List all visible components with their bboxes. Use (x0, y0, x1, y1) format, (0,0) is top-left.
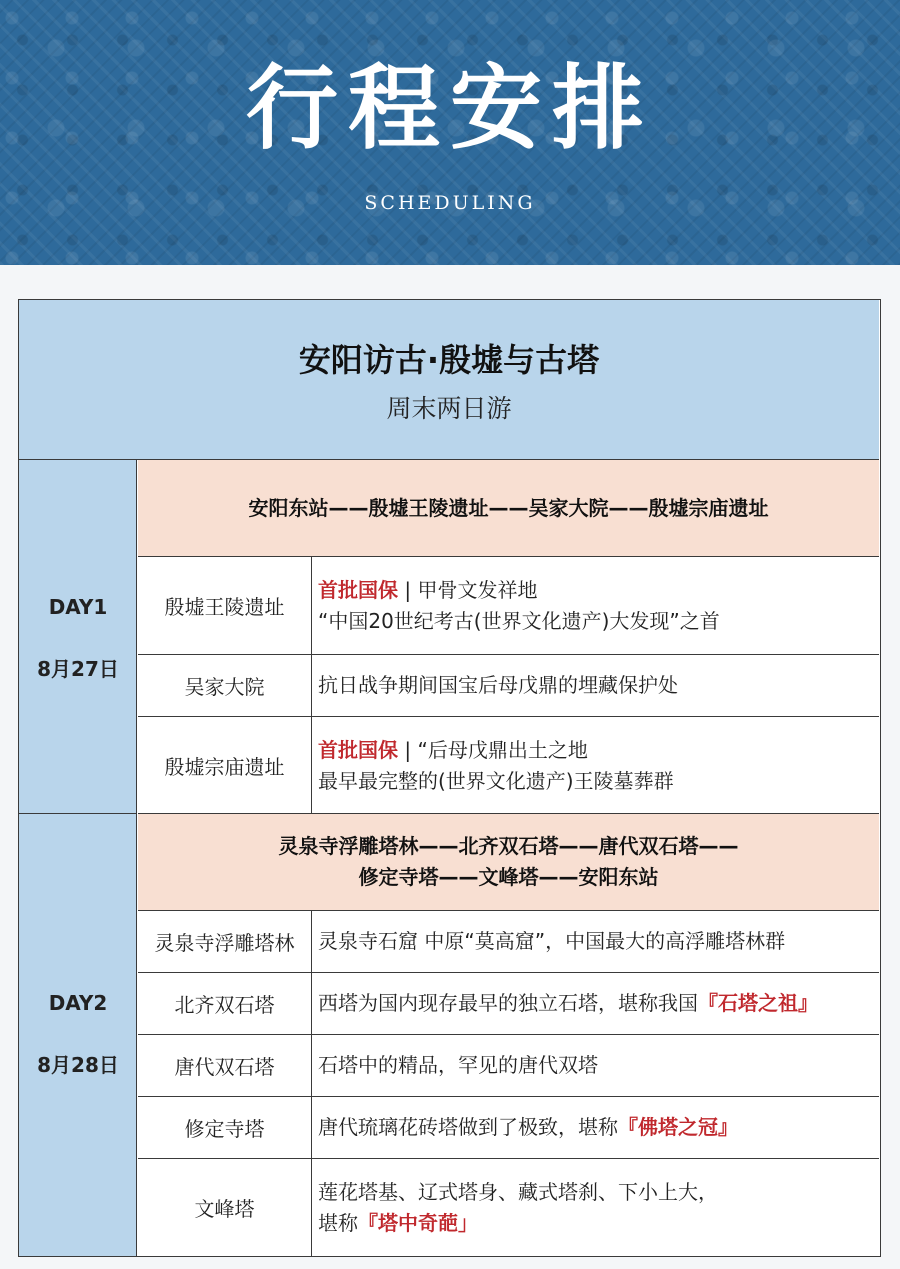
highlight-title: 『佛塔之冠』 (618, 1115, 738, 1139)
table-row (138, 1097, 879, 1159)
day2-route (138, 814, 879, 911)
header-banner (0, 0, 900, 265)
day1-route (138, 460, 879, 557)
desc-line: 抗日战争期间国宝后母戊鼎的埋藏保护处 (318, 673, 678, 697)
desc-line: 莲花塔基、辽式塔身、藏式塔刹、下小上大， (318, 1179, 718, 1204)
place-desc (318, 717, 873, 814)
desc-line: 最早最完整的(世界文化遗产)王陵墓葬群 (318, 768, 674, 793)
desc-line: 石塔中的精品，罕见的唐代双塔 (318, 1053, 598, 1077)
place-name: 殷墟宗庙遗址 (138, 717, 312, 814)
place-name: 殷墟王陵遗址 (138, 557, 312, 654)
day2-route-line: 修定寺塔——文峰塔——安阳东站 (358, 865, 659, 889)
place-name: 唐代双石塔 (138, 1035, 312, 1096)
table-row (138, 1035, 879, 1097)
banner-title: 行程安排 (245, 54, 654, 162)
trip-title: 安阳访古·殷墟与古塔 (298, 341, 600, 379)
desc-line: 灵泉寺石窟 中原“莫高窟”，中国最大的高浮雕塔林群 (318, 929, 786, 953)
highlight-title: 『石塔之祖』 (698, 991, 818, 1015)
table-row (138, 1159, 879, 1256)
heritage-tag: 首批国保 (318, 577, 398, 602)
table-row (138, 717, 879, 814)
table-row (138, 655, 879, 717)
place-name: 灵泉寺浮雕塔林 (138, 911, 312, 972)
table-row (138, 557, 879, 655)
place-desc (318, 911, 873, 972)
place-name: 吴家大院 (138, 655, 312, 716)
place-name: 北齐双石塔 (138, 973, 312, 1034)
day2-route-line: 灵泉寺浮雕塔林——北齐双石塔——唐代双石塔—— (278, 834, 739, 858)
day2-label: DAY2 (48, 991, 108, 1015)
day1-date: 8月27日 (37, 657, 119, 681)
day1-column (19, 460, 137, 814)
day2-column (19, 814, 137, 1256)
day1-label: DAY1 (48, 595, 108, 619)
table-row (138, 973, 879, 1035)
place-desc (318, 973, 873, 1034)
banner-subtitle: SCHEDULING (364, 192, 536, 214)
place-desc (318, 655, 873, 716)
desc-line: | 甲骨文发祥地 (398, 577, 538, 602)
desc-line: 西塔为国内现存最早的独立石塔，堪称我国 (318, 991, 698, 1015)
heritage-tag: 首批国保 (318, 737, 398, 762)
table-row (138, 911, 879, 973)
place-desc (318, 1035, 873, 1096)
itinerary-table (18, 299, 881, 1257)
place-name: 文峰塔 (138, 1159, 312, 1256)
day2-date: 8月28日 (37, 1053, 119, 1077)
day1-route-text: 安阳东站——殷墟王陵遗址——吴家大院——殷墟宗庙遗址 (248, 495, 769, 520)
place-desc (318, 1097, 873, 1158)
desc-line: | “后母戊鼎出土之地 (398, 737, 588, 762)
place-desc (318, 1159, 873, 1256)
highlight-title: 『塔中奇葩」 (358, 1210, 478, 1235)
desc-line: 堪称 (318, 1210, 358, 1235)
desc-line: “中国20世纪考古(世界文化遗产)大发现”之首 (318, 608, 720, 633)
desc-line: 唐代琉璃花砖塔做到了极致，堪称 (318, 1115, 618, 1139)
place-name: 修定寺塔 (138, 1097, 312, 1158)
trip-subtitle: 周末两日游 (386, 394, 512, 423)
place-desc (318, 557, 873, 654)
table-header (19, 300, 879, 460)
